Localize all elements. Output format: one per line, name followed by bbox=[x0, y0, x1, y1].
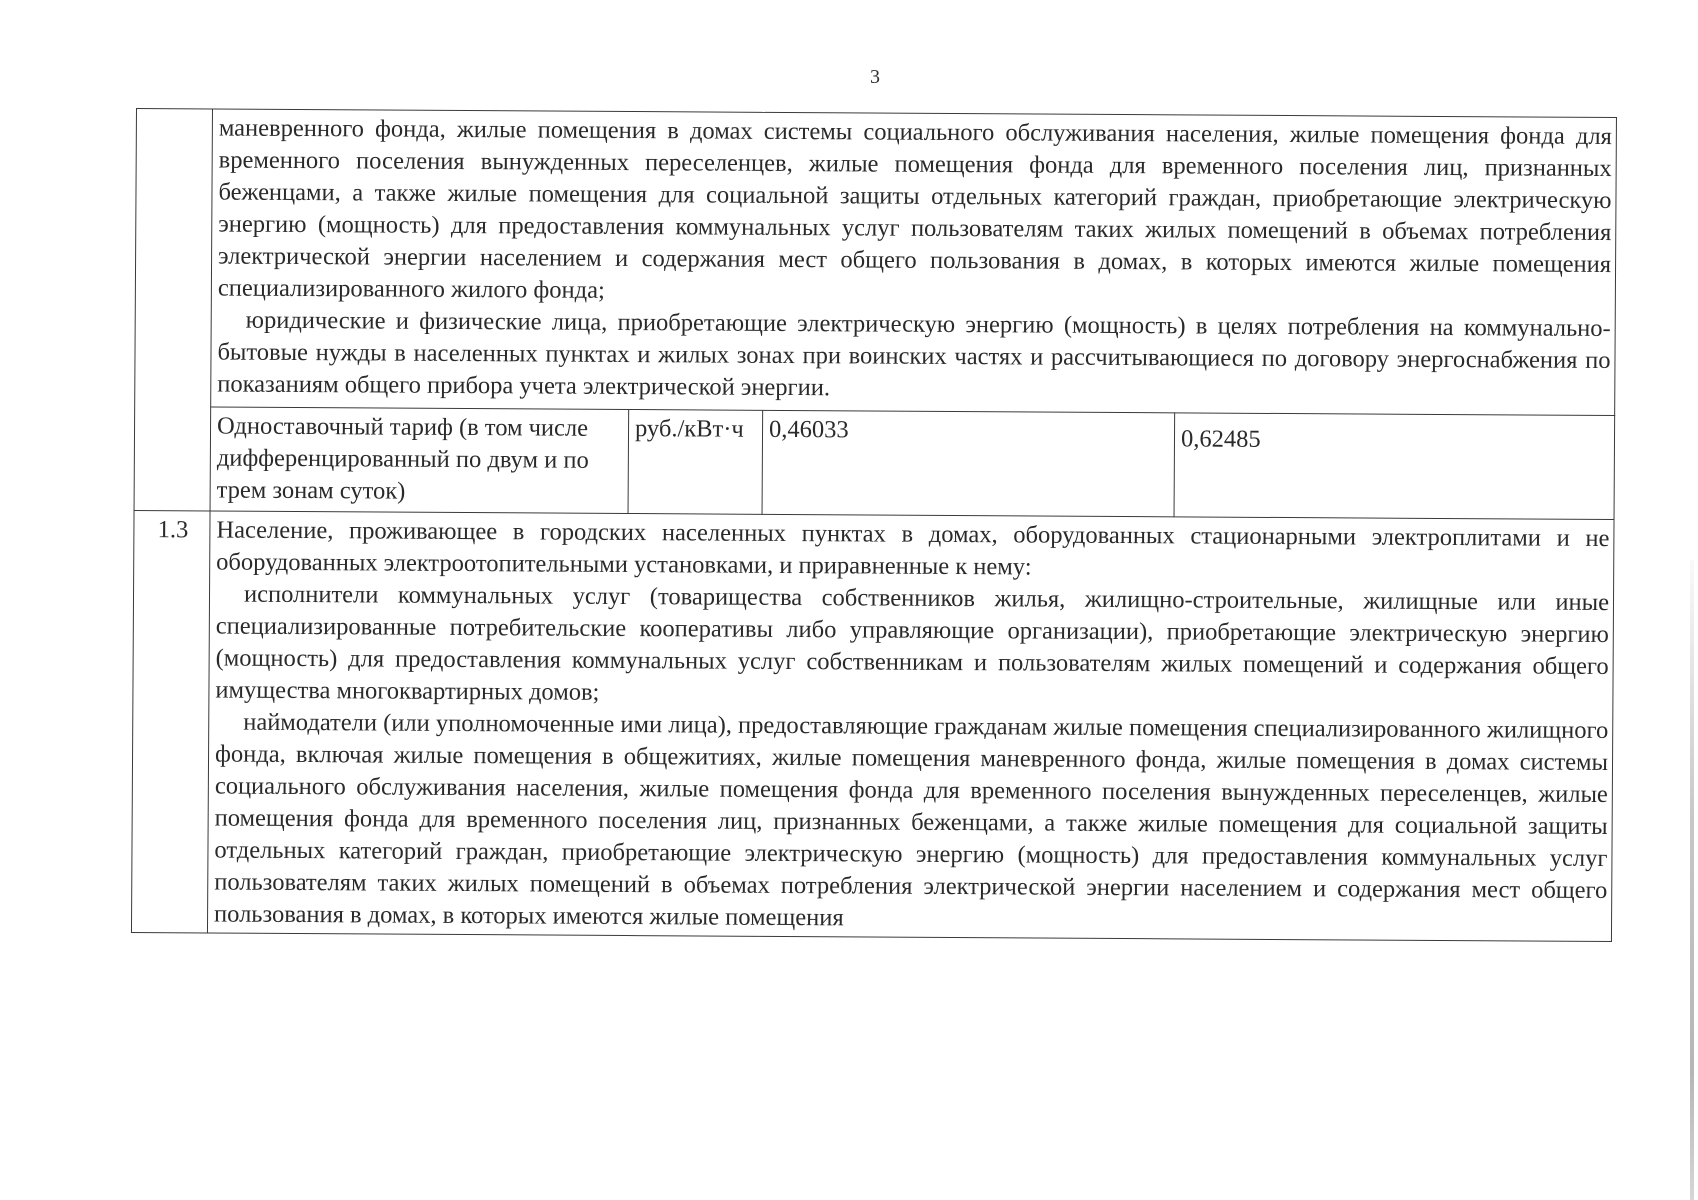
tariff-table bbox=[131, 108, 1617, 942]
table-row-tariff bbox=[134, 406, 1615, 519]
row-1-3-text-cell bbox=[207, 511, 1614, 942]
row-number-cell bbox=[134, 109, 212, 511]
row-1-3-paragraph: исполнители коммунальных услуг (товарищества собственников жилья, жилищно-строительные, жилищные или иные специализированные потребительские кооперативы либо управляющие организации), приобретающие электрическую энергию (мощность) для предоставления коммунальных услуг собственникам и пользователям жилых помещений и содержания общего имущества многоквартирных домов; bbox=[215, 580, 1610, 706]
row-1-3-paragraph: наймодатели (или уполномоченные ими лица), предоставляющие гражданам жилые помещения специализированного жилищного фонда, включая жилые помещения в общежитиях, жилые помещения маневренного фонда, жилые помещения в домах системы социального обслуживания населения, жилые помещения фонда для временного поселения вынужденных переселенцев, жилые помещения фонда для временного поселения лиц, признанных беженцами, а также жилые помещения для социальной защиты отдельных категорий граждан, приобретающие электрическую энергию (мощность) для предоставления коммунальных услуг пользователям таких жилых помещений в объемах потребления электрической энергии населением и содержания мест общего пользования в домах, в которых имеются жилые помещения bbox=[213, 708, 1609, 932]
row-number-cell: 1.3 bbox=[131, 510, 210, 932]
table-row-continuation bbox=[135, 109, 1617, 416]
tariff-table-sheet bbox=[130, 108, 1616, 1082]
continuation-paragraph: юридические и физические лица, приобретающие электрическую энергию (мощность) в целях потребления на коммунально-бытовые нужды в населенных пунктах и жилых зонах при воинских частях и рассчитывающиеся по договору энергоснабжения по показаниям общего прибора учета электрической энергии. bbox=[217, 306, 1611, 402]
tariff-value-2-cell: 0,62485 bbox=[1174, 413, 1615, 520]
continuation-paragraph: маневренного фонда, жилые помещения в домах системы социального обслуживания населения, жилые помещения фонда для временного поселения вынужденных переселенцев, жилые помещения фонда для временного поселения лиц, признанных беженцами, а также жилые помещения для социальной защиты отдельных категорий граждан, приобретающие электрическую энергию (мощность) для предоставления коммунальных услуг пользователям таких жилых помещений в объемах потребления электрической энергии населением и содержания мест общего пользования в домах, в которых имеются жилые помещения специализированного жилого фонда; bbox=[217, 114, 1612, 304]
scan-edge-shadow bbox=[1690, 560, 1694, 1200]
continuation-text-cell bbox=[211, 109, 1617, 416]
row-1-3-paragraph: Население, проживающее в городских населенных пунктах в домах, оборудованных стационарными электроплитами и не оборудованных электроотопительными установками, и приравненные к нему: bbox=[216, 516, 1610, 581]
table-row-1-3 bbox=[131, 510, 1614, 941]
tariff-value-1-cell: 0,46033 bbox=[762, 410, 1175, 517]
tariff-name-cell: Одноставочный тариф (в том числе дифференцированный по двум и по трем зонам суток) bbox=[210, 407, 629, 514]
page-number: 3 bbox=[870, 66, 880, 88]
tariff-unit-cell: руб./кВт·ч bbox=[628, 410, 763, 515]
